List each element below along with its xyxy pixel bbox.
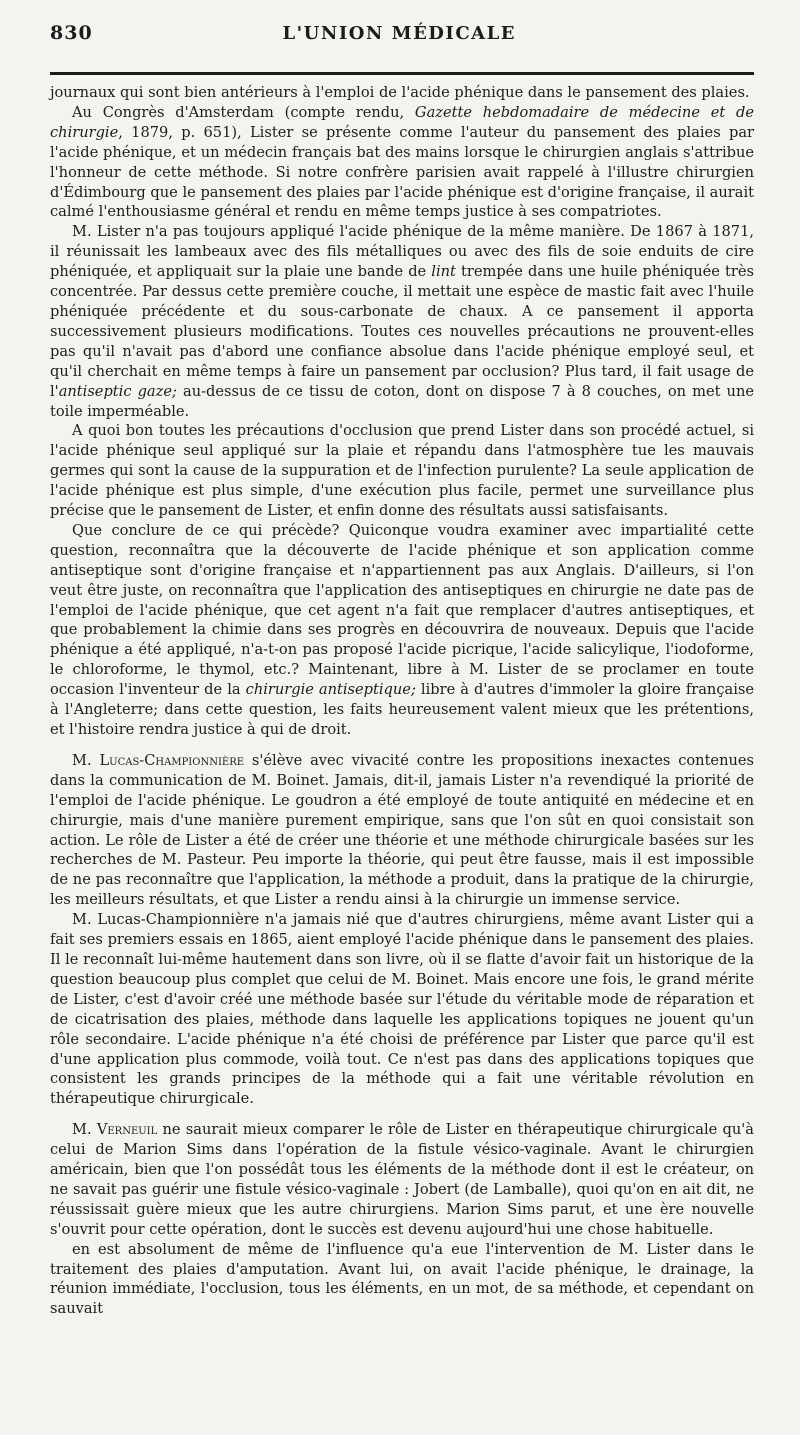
italic-run: antiseptic gaze; [58,382,177,400]
page-header [50,22,754,62]
article-body [50,83,754,1319]
text-run: Que conclure de ce qui précède? Quiconque voudra examiner avec impartialité cette question, reconnaîtra que la découverte de l'acide phénique et son application comme antiseptique sont d'origine française et n'appartiennent pas aux Anglais. D'ailleurs, si l'on veut être juste, on reconnaîtra que l'application des antiseptiques en chirurgie ne date pas de l'emploi de l'acide phénique, que cet agent n'a fait que remplacer d'autres antiseptiques, et que probablement la chimie dans ses progrès en découvrira de nouveaux. Depuis que l'acide phénique a été appliqué, n'a-t-on pas proposé l'acide picrique, l'acide salicylique, l'iodoforme, le chloroforme, le thymol, etc.? Maintenant, libre à M. Lister de se proclamer en toute occasion l'inventeur de la [50,521,754,699]
text-run: M. [72,751,100,769]
page-number: 830 [50,22,93,44]
italic-run: Gazette hebdomadaire de médecine et de chirurgie [50,103,755,141]
paragraph [50,521,754,740]
text-run: libre à d'autres d'immoler la gloire française à l'Angleterre; dans cette question, les faits heureusement valent mieux que les prétentions, et l'histoire rendra justice à qui de droit. [50,681,754,738]
text-run: M. [72,1121,97,1139]
text-run: au-dessus de ce tissu de coton, dont on dispose 7 à 8 couches, on met une toile imperméable. [50,382,754,420]
text-run: , 1879, p. 651), Lister se présente comme l'auteur du pansement des plaies par l'acide phénique, et un médecin français bat des mains lorsque le chirurgien anglais s'attribue l'honneur de cette méthode. Si notre confrère parisien avait rappelé à l'illustre chirurgien d'Édimbourg que le pansement des plaies par l'acide phénique est d'origine française, il aurait calmé l'enthousiasme général et rendu en même temps justice à ses compatriotes. [50,123,754,221]
text-run: Au Congrès d'Amsterdam (compte rendu, [72,103,415,121]
text-run: ne saurait mieux comparer le rôle de Lister en thérapeutique chirurgicale qu'à celui de Marion Sims dans l'opération de la fistule vésico-vaginale. Avant le chirurgien américain, bien que l'on possédât tous les éléments de la méthode dont il est le créateur, on ne savait pas guérir une fistule vésico-vaginale : Jobert (de Lamballe), quoi qu'on en ait dit, ne réussissait guère mieux que les autre chirurgiens. Marion Sims parut, et une ère nouvelle s'ouvrit pour cette opération, dont le succès est devenu aujourd'hui une chose habituelle. [50,1121,754,1238]
paragraph [50,83,754,103]
paragraph [50,103,754,222]
text-run: M. Lister n'a pas toujours appliqué l'acide phénique de la même manière. De 1867 à 1871, il réunissait les lambeaux avec des fils métalliques ou avec des fils de soie enduits de cire phéniquée, et appliquait sur la plaie une bande de [50,223,754,281]
running-title: L'UNION MÉDICALE [282,23,516,44]
paragraph [50,421,754,521]
text-run: trempée dans une huile phéniquée très concentrée. Par dessus cette première couche, il mettait une espèce de mastic fait avec l'huile phéniquée précédente et du sous-carbonate de chaux. A ce pansement il apporta successivement plusieurs modifications. Toutes ces nouvelles précautions ne prouvent-elles pas qu'il n'avait pas d'abord une confiance absolue dans l'acide phénique employé seul, et qu'il cherchait en même temps à faire un pansement par occlusion? Plus tard, il fait usage de l' [50,263,755,400]
paragraph [50,1120,754,1239]
surname-run: Lucas-Championnière [99,751,245,769]
text-run: s'élève avec vivacité contre les propositions inexactes contenues dans la communication de M. Boinet. Jamais, dit-il, jamais Lister n'a revendiqué la priorité de l'emploi de l'acide phénique. Le goudron a été employé de toute antiquité en médecine et en chirurgie, mais d'une manière purement empirique, sans que l'on sût en quoi consistait son action. Le rôle de Lister a été de créer une théorie et une méthode chirurgicale basées sur les recherches de M. Pasteur. Peu importe la théorie, qui peut être fausse, mais il est impossible de ne pas reconnaître que l'application, la méthode a produit, dans la pratique de la chirurgie, les meilleurs résultats, et que Lister a rendu ainsi à la chirurgie un immense service. [50,751,754,909]
text-run: en est absolument de même de l'influence qu'a eue l'intervention de M. Lister dans le traitement des plaies d'amputation. Avant lui, on avait l'acide phénique, le drainage, la réunion immédiate, l'occlusion, tous les éléments, en un mot, de sa méthode, et cependant on sauvait [50,1240,754,1318]
italic-run: lint [431,263,456,281]
surname-run: Verneuil [96,1121,158,1139]
header-rule [50,72,754,75]
paragraph [50,1240,754,1320]
italic-run: chirurgie antiseptique; [245,681,416,699]
paragraph [50,222,754,421]
text-run: journaux qui sont bien antérieurs à l'emploi de l'acide phénique dans le pansement des plaies. [50,84,750,101]
text-run: M. Lucas-Championnière n'a jamais nié que d'autres chirurgiens, même avant Lister qui a fait ses premiers essais en 1865, aient employé l'acide phénique dans le pansement des plaies. Il le reconnaît lui-même hautement dans son livre, où il se flatte d'avoir fait un historique de la question beaucoup plus complet que celui de M. Boinet. Mais encore une fois, le grand mérite de Lister, c'est d'avoir créé une méthode basée sur l'étude du véritable mode de réparation et de cicatrisation des plaies, méthode dans laquelle les applications topiques ne jouent qu'un rôle secondaire. L'acide phénique n'a été choisi de préférence par Lister que parce qu'il est d'une application plus commode, voilà tout. Ce n'est pas dans des applications topiques que consistent les grands principes de la méthode qui a fait une véritable révolution en thérapeutique chirurgicale. [50,911,754,1108]
text-run: A quoi bon toutes les précautions d'occlusion que prend Lister dans son procédé actuel, si l'acide phénique seul appliqué sur la plaie et répandu dans l'atmosphère tue les mauvais germes qui sont la cause de la suppuration et de l'infection purulente? La seule application de l'acide phénique est plus simple, d'une exécution plus facile, permet une surveillance plus précise que le pansement de Lister, et enfin donne des résultats aussi satisfaisants. [50,422,754,520]
paragraph [50,751,754,910]
paragraph [50,910,754,1109]
